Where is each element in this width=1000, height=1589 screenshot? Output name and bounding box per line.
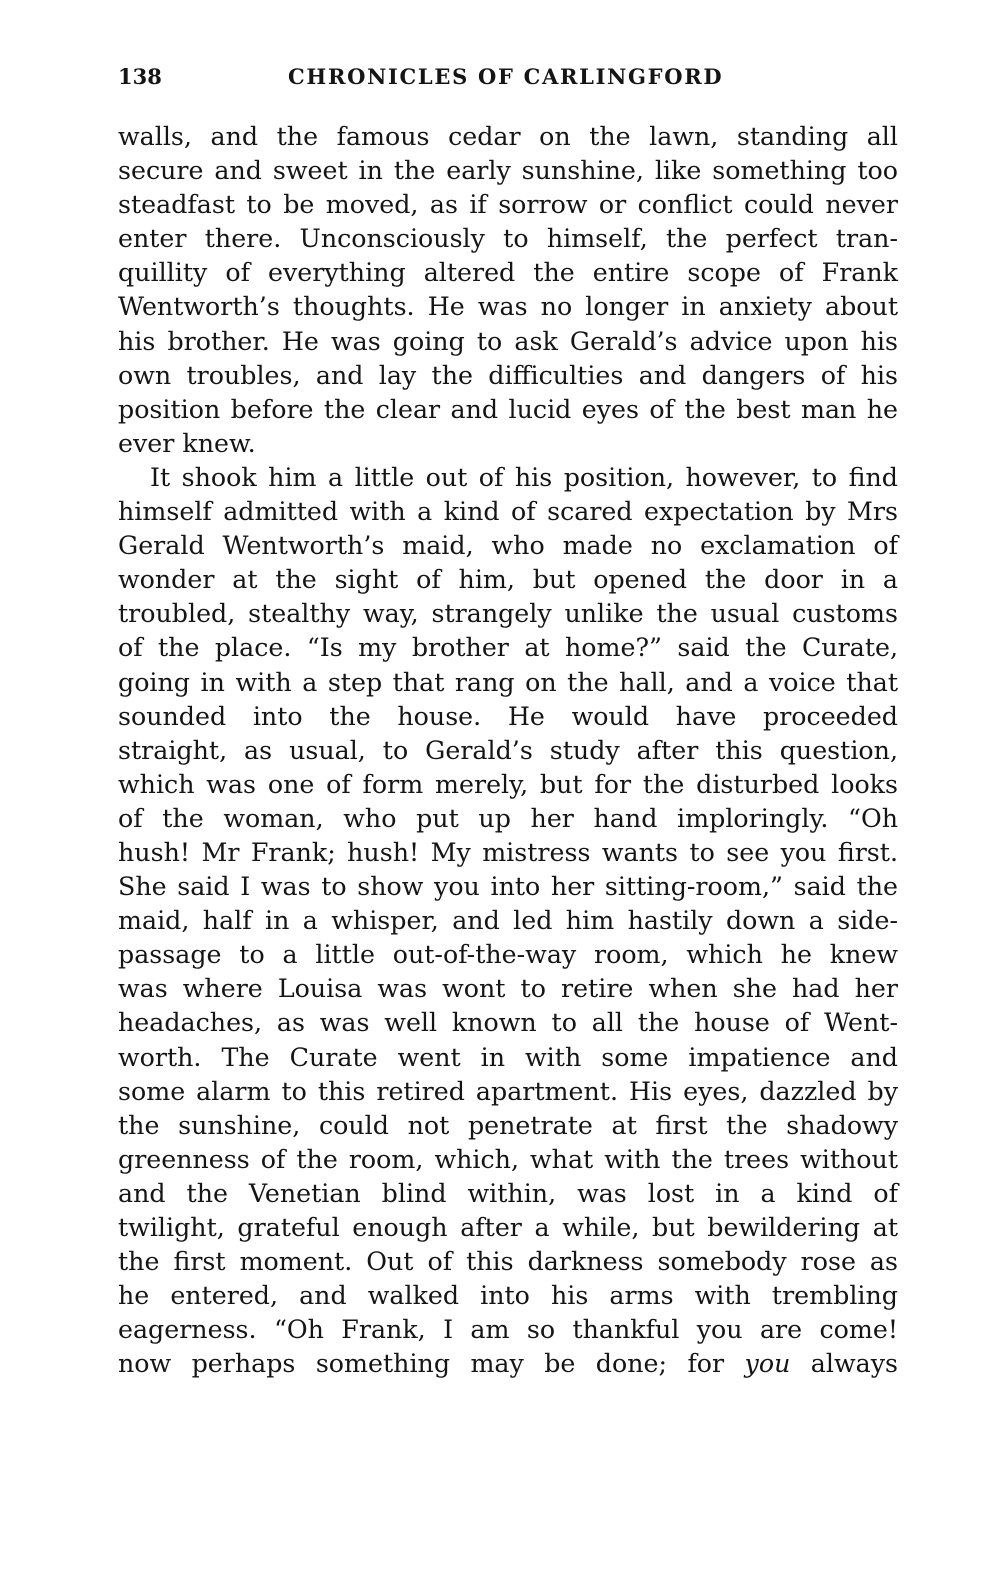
text-line: straight, as usual, to Gerald’s study after this question, — [118, 735, 898, 765]
text-line: maid, half in a whisper, and led him hastily down a side- — [118, 906, 898, 936]
body-text — [118, 120, 898, 1381]
paragraph-1 — [118, 120, 898, 461]
text-line: troubled, stealthy way, strangely unlike the usual customs — [118, 599, 898, 629]
text-line: twilight, grateful enough after a while, but bewildering at — [118, 1213, 898, 1242]
text-line: enter there. Unconsciously to himself, the perfect tran- — [118, 224, 898, 254]
text-line: his brother. He was going to ask Gerald’s advice upon his — [118, 326, 898, 356]
text-line: walls, and the famous cedar on the lawn, standing all — [118, 122, 898, 151]
running-head — [118, 62, 898, 96]
text-line: of the woman, who put up her hand imploringly. “Oh — [118, 803, 898, 833]
text-line: which was one of form merely, but for the disturbed looks — [118, 769, 898, 799]
italic-emphasis: you — [744, 1349, 791, 1379]
text-line: She said I was to show you into her sitting-room,” said the — [118, 872, 898, 902]
text-line: position before the clear and lucid eyes of the best man he — [118, 394, 898, 424]
text-line: steadfast to be moved, as if sorrow or conflict could never — [118, 190, 898, 220]
text-line: eagerness. “Oh Frank, I am so thankful you are come! — [118, 1315, 898, 1345]
text-line: himself admitted with a kind of scared expectation by Mrs — [118, 497, 898, 527]
text-line: own troubles, and lay the difficulties and dangers of his — [118, 360, 898, 390]
text-line: secure and sweet in the early sunshine, like something too — [118, 156, 898, 186]
text-line: ever knew. — [118, 428, 256, 458]
text-line-final — [118, 1347, 898, 1381]
text-line: headaches, as was well known to all the house of Went- — [118, 1008, 898, 1038]
running-title: CHRONICLES OF CARLINGFORD — [288, 64, 724, 89]
text-line: going in with a step that rang on the hall, and a voice that — [118, 667, 898, 697]
text-line: worth. The Curate went in with some impatience and — [118, 1042, 898, 1072]
text-line: greenness of the room, which, what with the trees without — [118, 1144, 898, 1174]
text-line: hush! Mr Frank; hush! My mistress wants to see you first. — [118, 837, 898, 867]
text-line: wonder at the sight of him, but opened the door in a — [118, 565, 898, 595]
text-line: some alarm to this retired apartment. His eyes, dazzled by — [118, 1076, 898, 1106]
text-run: now perhaps something may be done; for — [118, 1349, 745, 1379]
text-line: passage to a little out-of-the-way room, which he knew — [118, 940, 898, 970]
text-line: sounded into the house. He would have proceeded — [118, 701, 898, 731]
text-line: and the Venetian blind within, was lost in a kind of — [118, 1178, 898, 1208]
text-line: It shook him a little out of his position, however, to find — [150, 462, 898, 492]
text-line: Gerald Wentworth’s maid, who made no exclamation of — [118, 531, 898, 561]
text-line: the sunshine, could not penetrate at first the shadowy — [118, 1110, 898, 1140]
text-line: of the place. “Is my brother at home?” said the Curate, — [118, 633, 898, 663]
text-run: always — [790, 1349, 898, 1379]
paragraph-2 — [118, 461, 898, 1382]
text-line: was where Louisa was wont to retire when she had her — [118, 974, 898, 1004]
text-line: he entered, and walked into his arms with trembling — [118, 1281, 898, 1311]
page-number: 138 — [118, 64, 162, 89]
text-line: Wentworth’s thoughts. He was no longer in anxiety about — [118, 292, 898, 322]
text-line: the first moment. Out of this darkness somebody rose as — [118, 1247, 898, 1277]
text-line: quillity of everything altered the entire scope of Frank — [118, 258, 898, 288]
